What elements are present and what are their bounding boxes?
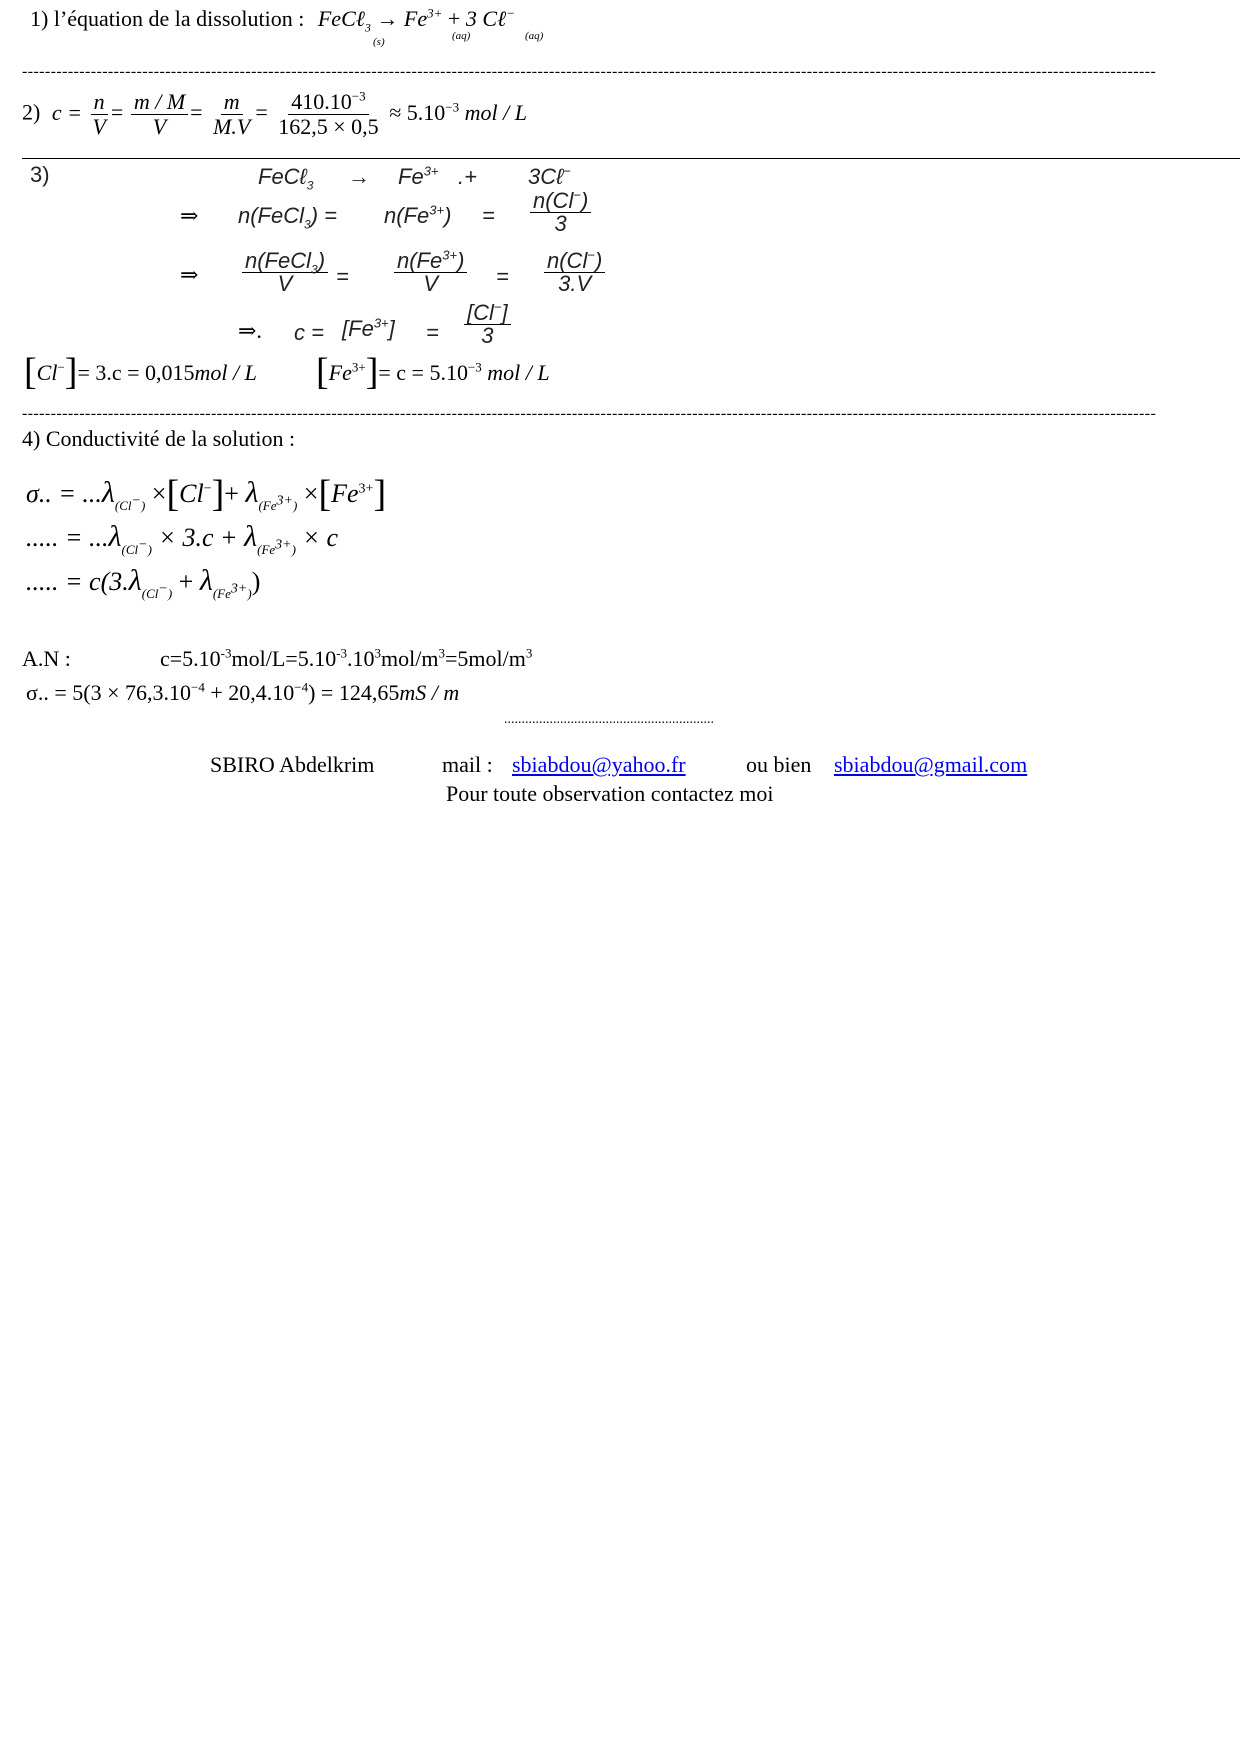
q4-an-values: $c=5.10^{-3}mol/L=5.10^{-3}.10^3mol/m^3=5mol/m^3$ [160, 645, 533, 671]
q1-plus: + [447, 6, 461, 31]
q4-dots: ............................................................ [504, 712, 714, 727]
footer-or: ou bien [746, 752, 812, 777]
q4-label: 4) Conductivité de la solution : [22, 426, 296, 451]
q1-product1-state: (aq) [452, 30, 471, 42]
separator-solid [22, 158, 1240, 159]
q4-sigma-line-1: σ.. = $...\lambda_{(Cl^-)} \times[Cl^-]+ \lambda_{(Fe^{3+})} \times[Fe^{3+}]$ [26, 473, 387, 515]
q1-arrow: → [376, 6, 399, 31]
q3-result-fe: $[Fe^{3+}]= c = 5.10^{-3}$ mol / L [316, 351, 550, 393]
email-link-yahoo[interactable]: sbiabdou@yahoo.fr [512, 752, 686, 777]
q1-label: 1) l’équation de la dissolution : [30, 6, 305, 31]
q3-row3-implies: ⇒ [180, 262, 199, 287]
q2-result: ≈ $5.10^{-3}$ mol / L [389, 99, 527, 125]
q2-c-eq: c = [51, 99, 82, 125]
separator-1: ------------------------------------------------------------------------------------------------------------------------------------------------------------------------------------------------------ [22, 64, 1157, 80]
q4-an-label: A.N : [22, 646, 71, 671]
q3-row3-frac-a: $\frac{n(FeCl_3)}{V}$ [240, 250, 330, 295]
q3-row1-c: 3Cℓ− [528, 163, 571, 189]
separator-2: ------------------------------------------------------------------------------------------------------------------------------------------------------------------------------------------------------ [22, 406, 1157, 422]
footer-mail-label: mail : [442, 752, 493, 777]
q3-row4-fe: $[Fe^{3+}]$ [342, 315, 395, 341]
q4-sigma-line-3: ..... = $c(3.\lambda_{(Cl^-)} + \lambda_{(Fe^{3+})})$ [26, 564, 261, 601]
q3-label: 3) [30, 162, 50, 187]
q3-row1-plus: .+ [458, 164, 477, 189]
q2-line: 2) c = $\frac{n}{V}$ = $\frac{m / M}{V}$ = $\frac{m}{M.V}$ = $\frac{410.10^{-3}}{162,5 \times 0,5}$ ≈ $5.10^{-3}$ mol / L [22, 88, 527, 139]
q2-frac-1: $\frac{n}{V}$ [92, 89, 106, 139]
q3-row3-eq2: = [496, 264, 509, 289]
q3-row1-arrow: → [348, 164, 370, 189]
q3-row2-b: $n(Fe^{3+})$ [384, 202, 452, 228]
q3-row1-a: FeCℓ$_3$ [258, 164, 314, 193]
q1-line [30, 5, 515, 35]
q1-product2-state: (aq) [525, 30, 544, 42]
q4-sigma-line-2: ..... = $...\lambda_{(Cl^-)} \times 3.c + \lambda_{(Fe^{3+})} \times c$ [26, 520, 339, 557]
q1-reactant-state: (s) [373, 36, 385, 48]
q3-row4-eq: = [426, 320, 439, 345]
footer-note: Pour toute observation contactez moi [446, 781, 774, 806]
q3-row3-frac-c: $\frac{n(Cl^-)}{3.V}$ [542, 250, 607, 295]
q3-row3-eq1: = [336, 264, 349, 289]
q3-row4-implies: ⇒. [238, 318, 262, 343]
q3-row1-b: $Fe^{3+}$ [398, 163, 439, 189]
q3-row4-frac: $\frac{[Cl^-]}{3}$ [462, 302, 513, 347]
q2-label: 2) [22, 99, 41, 125]
q4-sigma-numeric: σ.. = $5(3 \times 76,3.10^{-4} + 20,4.10^{-4}) = 124,65mS / m$ [26, 679, 460, 705]
footer-author: SBIRO Abdelkrim [210, 752, 375, 777]
q2-frac-3: $\frac{m}{M.V}$ [213, 89, 251, 139]
email-link-gmail[interactable]: sbiabdou@gmail.com [834, 752, 1028, 777]
q3-row4-c: c = [294, 320, 324, 345]
q3-row2-a: n(FeCl$_3$) = [238, 203, 337, 232]
q1-product2: 3 Cℓ− [465, 5, 515, 31]
q1-product1: $Fe^{3+}$ [403, 5, 443, 31]
q3-result-cl: [Cl−]= 3.c = 0,015mol / L [24, 351, 257, 393]
q1-reactant: FeCℓ$_3$ [317, 6, 371, 35]
q3-row2-frac: $\frac{n(Cl^-)}{3}$ [528, 190, 593, 235]
q2-frac-4: $\frac{410.10^{-3}}{162,5 \times 0,5}$ [278, 88, 379, 139]
q3-row2-eq: = [482, 203, 495, 228]
q3-row3-frac-b: $\frac{n(Fe^{3+})}{V}$ [392, 250, 469, 295]
q3-row2-implies: ⇒ [180, 203, 199, 228]
q2-frac-2: $\frac{m / M}{V}$ [131, 90, 188, 139]
